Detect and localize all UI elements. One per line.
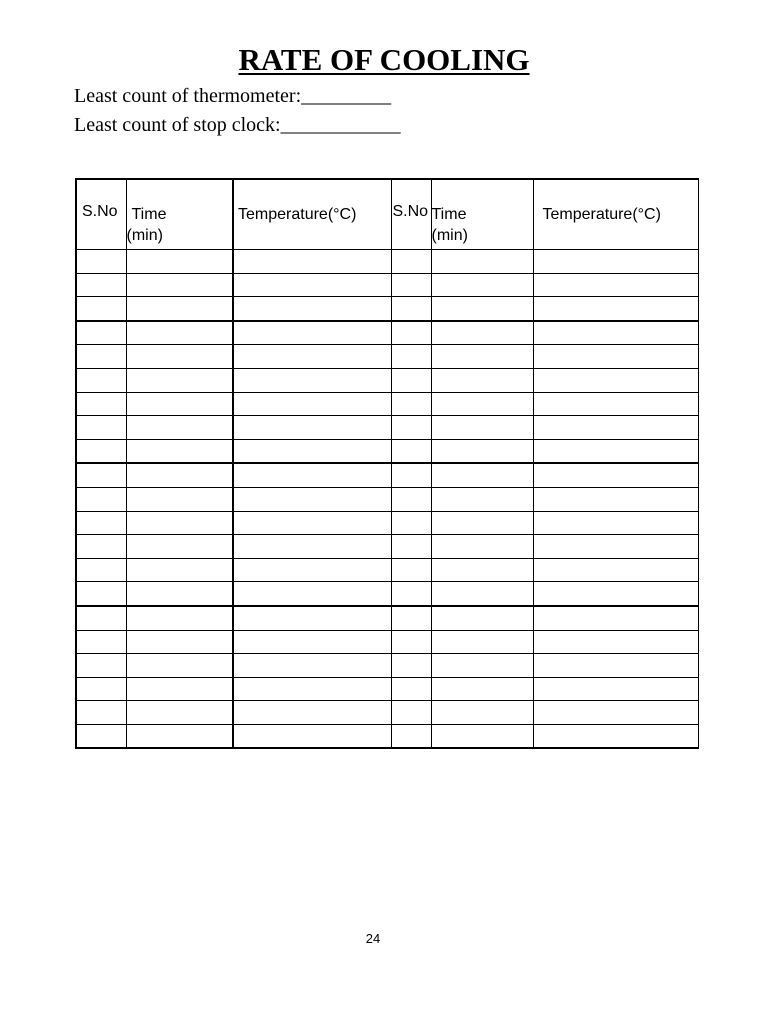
cell-time-right[interactable] [431, 368, 533, 392]
cell-sno-left[interactable] [76, 345, 126, 369]
cell-time-left[interactable] [126, 392, 233, 416]
thermometer-least-count-field [74, 84, 391, 108]
cell-time-left[interactable] [126, 487, 233, 511]
header-time-left [126, 179, 233, 250]
cell-time-left[interactable] [126, 297, 233, 321]
cell-time-right[interactable] [431, 463, 533, 487]
cell-temperature-right[interactable] [533, 345, 698, 369]
cell-temperature-right[interactable] [533, 416, 698, 440]
table-row [76, 582, 698, 606]
header-sno-left: S.No [76, 179, 126, 250]
table-row [76, 630, 698, 654]
cell-sno-right[interactable] [391, 250, 431, 274]
cell-time-right[interactable] [431, 606, 533, 630]
cell-time-left[interactable] [126, 582, 233, 606]
cell-sno-left[interactable] [76, 558, 126, 582]
cell-temperature-right[interactable] [533, 677, 698, 701]
cell-time-right[interactable] [431, 582, 533, 606]
table-row [76, 273, 698, 297]
cell-time-right[interactable] [431, 701, 533, 725]
header-time-left-line2: (min) [126, 227, 163, 244]
cell-temperature-left[interactable] [233, 487, 391, 511]
table-row [76, 345, 698, 369]
cell-temperature-right[interactable] [533, 606, 698, 630]
cell-temperature-left[interactable] [233, 463, 391, 487]
cell-time-right[interactable] [431, 297, 533, 321]
thermometer-least-count-label: Least count of thermometer: [74, 85, 302, 107]
table-row [76, 535, 698, 559]
cell-temperature-left[interactable] [233, 368, 391, 392]
cell-sno-left[interactable] [76, 368, 126, 392]
cell-temperature-right[interactable] [533, 654, 698, 678]
cell-temperature-left[interactable] [233, 273, 391, 297]
cell-temperature-right[interactable] [533, 487, 698, 511]
cell-time-right[interactable] [431, 677, 533, 701]
cell-temperature-left[interactable] [233, 724, 391, 748]
cell-sno-right[interactable] [391, 392, 431, 416]
cell-temperature-left[interactable] [233, 701, 391, 725]
cell-time-left[interactable] [126, 606, 233, 630]
table-row [76, 463, 698, 487]
cell-sno-right[interactable] [391, 321, 431, 345]
table-header-row [76, 179, 698, 250]
cell-sno-right[interactable] [391, 677, 431, 701]
table-row [76, 606, 698, 630]
cell-sno-left[interactable] [76, 487, 126, 511]
cell-time-left[interactable] [126, 654, 233, 678]
table-row [76, 416, 698, 440]
cell-temperature-right[interactable] [533, 535, 698, 559]
cooling-observation-table [75, 178, 699, 749]
cell-time-right[interactable] [431, 630, 533, 654]
header-temperature-right: Temperature(°C) [533, 179, 698, 250]
table-row [76, 392, 698, 416]
cell-temperature-right[interactable] [533, 630, 698, 654]
cell-time-left[interactable] [126, 535, 233, 559]
table-row [76, 368, 698, 392]
page-number: 24 [365, 931, 381, 946]
table-row [76, 654, 698, 678]
table-row [76, 677, 698, 701]
cell-time-left[interactable] [126, 273, 233, 297]
cell-temperature-left[interactable] [233, 582, 391, 606]
cell-time-left[interactable] [126, 630, 233, 654]
cell-time-right[interactable] [431, 250, 533, 274]
stop-clock-least-count-field [74, 113, 401, 137]
cell-sno-right[interactable] [391, 297, 431, 321]
cell-temperature-left[interactable] [233, 654, 391, 678]
cell-time-right[interactable] [431, 321, 533, 345]
cell-sno-right[interactable] [391, 582, 431, 606]
cell-time-right[interactable] [431, 439, 533, 463]
cell-time-left[interactable] [126, 558, 233, 582]
cell-sno-right[interactable] [391, 439, 431, 463]
cell-temperature-left[interactable] [233, 606, 391, 630]
cell-time-left[interactable] [126, 677, 233, 701]
cell-sno-left[interactable] [76, 582, 126, 606]
cell-temperature-left[interactable] [233, 558, 391, 582]
cell-temperature-left[interactable] [233, 392, 391, 416]
table-row [76, 511, 698, 535]
header-time-left-line1: Time [131, 206, 167, 223]
cell-time-left[interactable] [126, 345, 233, 369]
cell-temperature-left[interactable] [233, 511, 391, 535]
cell-time-left[interactable] [126, 463, 233, 487]
cell-temperature-left[interactable] [233, 439, 391, 463]
cell-temperature-right[interactable] [533, 368, 698, 392]
cell-temperature-right[interactable] [533, 511, 698, 535]
stop-clock-least-count-label: Least count of stop clock: [74, 114, 281, 136]
table-body [76, 250, 698, 749]
cell-sno-right[interactable] [391, 487, 431, 511]
cell-sno-left[interactable] [76, 297, 126, 321]
cell-time-left[interactable] [126, 368, 233, 392]
cell-sno-left[interactable] [76, 701, 126, 725]
cell-temperature-left[interactable] [233, 321, 391, 345]
cell-sno-left[interactable] [76, 321, 126, 345]
cell-time-right[interactable] [431, 724, 533, 748]
cell-sno-right[interactable] [391, 558, 431, 582]
header-sno-right: S.No [391, 179, 431, 250]
cell-sno-right[interactable] [391, 630, 431, 654]
cell-sno-right[interactable] [391, 368, 431, 392]
cell-sno-right[interactable] [391, 606, 431, 630]
table-row [76, 297, 698, 321]
header-time-right-line2: (min) [431, 227, 468, 244]
cell-temperature-right[interactable] [533, 582, 698, 606]
cell-time-right[interactable] [431, 487, 533, 511]
cell-sno-right[interactable] [391, 345, 431, 369]
cell-temperature-right[interactable] [533, 392, 698, 416]
thermometer-least-count-blank[interactable]: _________ [301, 85, 392, 107]
cell-temperature-right[interactable] [533, 558, 698, 582]
cell-temperature-left[interactable] [233, 345, 391, 369]
cell-temperature-right[interactable] [533, 463, 698, 487]
cell-time-right[interactable] [431, 511, 533, 535]
cell-temperature-left[interactable] [233, 250, 391, 274]
cell-time-left[interactable] [126, 724, 233, 748]
table-row [76, 558, 698, 582]
cell-sno-left[interactable] [76, 416, 126, 440]
header-time-right-line1: Time [431, 206, 467, 223]
table-row [76, 439, 698, 463]
stop-clock-least-count-blank[interactable]: ____________ [280, 114, 401, 136]
table-row [76, 321, 698, 345]
cell-sno-left[interactable] [76, 511, 126, 535]
cell-time-left[interactable] [126, 321, 233, 345]
cell-time-right[interactable] [431, 535, 533, 559]
cell-temperature-right[interactable] [533, 439, 698, 463]
cell-temperature-right[interactable] [533, 273, 698, 297]
cell-sno-left[interactable] [76, 392, 126, 416]
cell-time-left[interactable] [126, 511, 233, 535]
cell-sno-left[interactable] [76, 724, 126, 748]
table-row [76, 250, 698, 274]
cell-sno-left[interactable] [76, 654, 126, 678]
cell-time-right[interactable] [431, 345, 533, 369]
header-time-right [431, 179, 533, 250]
cell-temperature-right[interactable] [533, 250, 698, 274]
cell-time-left[interactable] [126, 416, 233, 440]
cell-sno-right[interactable] [391, 273, 431, 297]
cell-time-right[interactable] [431, 558, 533, 582]
cell-sno-right[interactable] [391, 654, 431, 678]
cell-temperature-right[interactable] [533, 724, 698, 748]
cell-sno-left[interactable] [76, 250, 126, 274]
cell-time-right[interactable] [431, 654, 533, 678]
table-row [76, 724, 698, 748]
cell-sno-left[interactable] [76, 535, 126, 559]
cell-time-right[interactable] [431, 392, 533, 416]
cell-sno-right[interactable] [391, 463, 431, 487]
page-title: RATE OF COOLING [238, 42, 530, 77]
cell-time-left[interactable] [126, 250, 233, 274]
cell-sno-left[interactable] [76, 463, 126, 487]
cell-sno-left[interactable] [76, 630, 126, 654]
table-row [76, 487, 698, 511]
cell-temperature-right[interactable] [533, 297, 698, 321]
cell-sno-left[interactable] [76, 273, 126, 297]
cell-time-left[interactable] [126, 701, 233, 725]
cell-sno-left[interactable] [76, 677, 126, 701]
header-temperature-left: Temperature(°C) [233, 179, 391, 250]
cell-sno-right[interactable] [391, 535, 431, 559]
cell-sno-right[interactable] [391, 511, 431, 535]
table-row [76, 701, 698, 725]
cell-sno-left[interactable] [76, 439, 126, 463]
cell-temperature-left[interactable] [233, 677, 391, 701]
cell-temperature-left[interactable] [233, 416, 391, 440]
cell-time-right[interactable] [431, 273, 533, 297]
cell-time-left[interactable] [126, 439, 233, 463]
cell-sno-right[interactable] [391, 724, 431, 748]
cell-temperature-right[interactable] [533, 321, 698, 345]
cell-sno-left[interactable] [76, 606, 126, 630]
cell-sno-right[interactable] [391, 701, 431, 725]
cell-temperature-left[interactable] [233, 535, 391, 559]
cell-temperature-left[interactable] [233, 297, 391, 321]
cell-time-right[interactable] [431, 416, 533, 440]
cell-temperature-right[interactable] [533, 701, 698, 725]
cell-sno-right[interactable] [391, 416, 431, 440]
cell-temperature-left[interactable] [233, 630, 391, 654]
